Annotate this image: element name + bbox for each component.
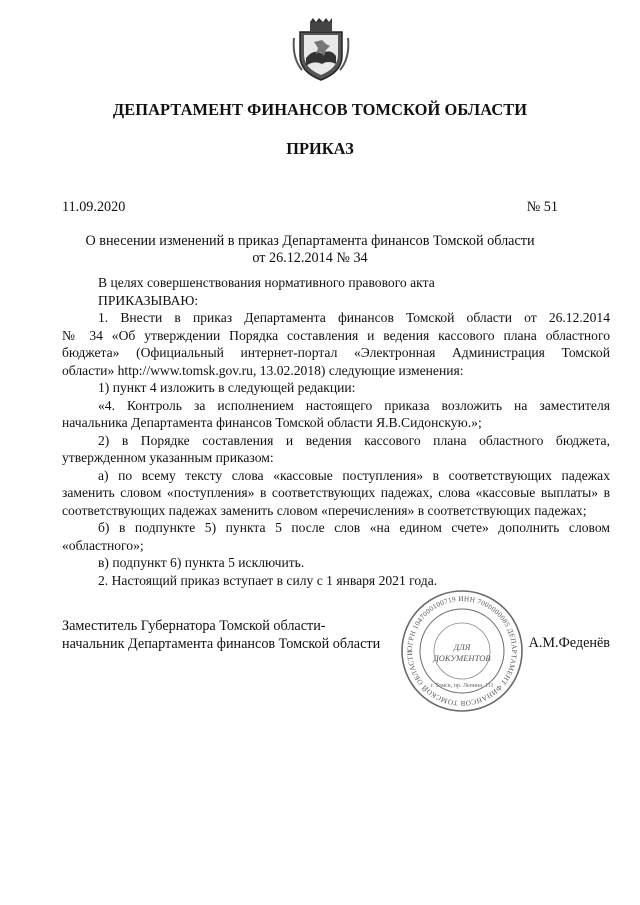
body-line: заменить словом «поступления» в соответствующих падежах, слова «кассовые выплаты» в (62, 485, 610, 500)
position-line: Заместитель Губернатора Томской области- (62, 618, 326, 634)
document-type: ПРИКАЗ (286, 139, 354, 158)
body-line: 1. Внести в приказ Департамента финансов Томской области от 26.12.2014 (98, 310, 610, 325)
signatory-position (62, 617, 380, 653)
seal-inner-text: ДЛЯ (453, 642, 471, 652)
document-date: 11.09.2020 (62, 199, 126, 215)
document-subject (62, 233, 558, 267)
seal-inner-text: ДОКУМЕНТОВ (433, 653, 491, 663)
body-line: бюджета» (Официальный интернет-портал «Электронная Администрация Томской (62, 345, 610, 360)
department-title: ДЕПАРТАМЕНТ ФИНАНСОВ ТОМСКОЙ ОБЛАСТИ (112, 100, 528, 119)
seal-bottom-text: г. Томск, пр. Ленина, 111 (430, 683, 494, 689)
body-line: начальника Департамента финансов Томской области Я.В.Сидонскую.»; (62, 415, 482, 430)
body-line: «4. Контроль за исполнением настоящего приказа возложить на заместителя (98, 397, 610, 413)
body-line: № 34 «Об утверждении Порядка составления и ведения кассового плана областного (62, 327, 610, 343)
body-line: ПРИКАЗЫВАЮ: (98, 292, 199, 308)
subject-line: О внесении изменений в приказ Департамента финансов Томской области (85, 233, 535, 249)
body-line: в) подпункт 6) пункта 5 исключить. (98, 555, 305, 570)
position-line: начальник Департамента финансов Томской области (62, 636, 381, 652)
body-line: области» http://www.tomsk.gov.ru, 13.02.2018) следующие изменения: (62, 362, 464, 378)
tomsk-region-coat-of-arms-icon (292, 18, 350, 82)
document-number: № 51 (526, 199, 558, 215)
body-line: «областного»; (62, 537, 144, 553)
body-line: а) по всему тексту слова «кассовые поступления» в соответствующих падежах (98, 467, 610, 483)
body-line: В целях совершенствования нормативного правового акта (98, 275, 435, 290)
subject-line: от 26.12.2014 № 34 (252, 250, 368, 266)
official-seal-stamp (399, 588, 525, 714)
body-line: б) в подпункте 5) пункта 5 после слов «на едином счете» дополнить словом (98, 520, 610, 535)
body-line: утвержденном указанным приказом: (62, 450, 274, 465)
body-line: 1) пункт 4 изложить в следующей редакции: (98, 380, 356, 395)
seal-outer-text: ОГРН 1047000100719 ИНН 7000000085 ДЕПАРТАМЕНТ ФИНАНСОВ ТОМСКОЙ ОБЛАСТИ (405, 594, 519, 708)
signatory-name: А.М.Феденёв (528, 635, 610, 651)
body-line: 2. Настоящий приказ вступает в силу с 1 января 2021 года. (98, 572, 438, 588)
document-body (62, 274, 610, 589)
body-line: 2) в Порядке составления и ведения кассового плана областного бюджета, (98, 432, 610, 448)
body-line: соответствующих падежах заменить словом «перечисления» в соответствующих падежах; (62, 502, 587, 518)
